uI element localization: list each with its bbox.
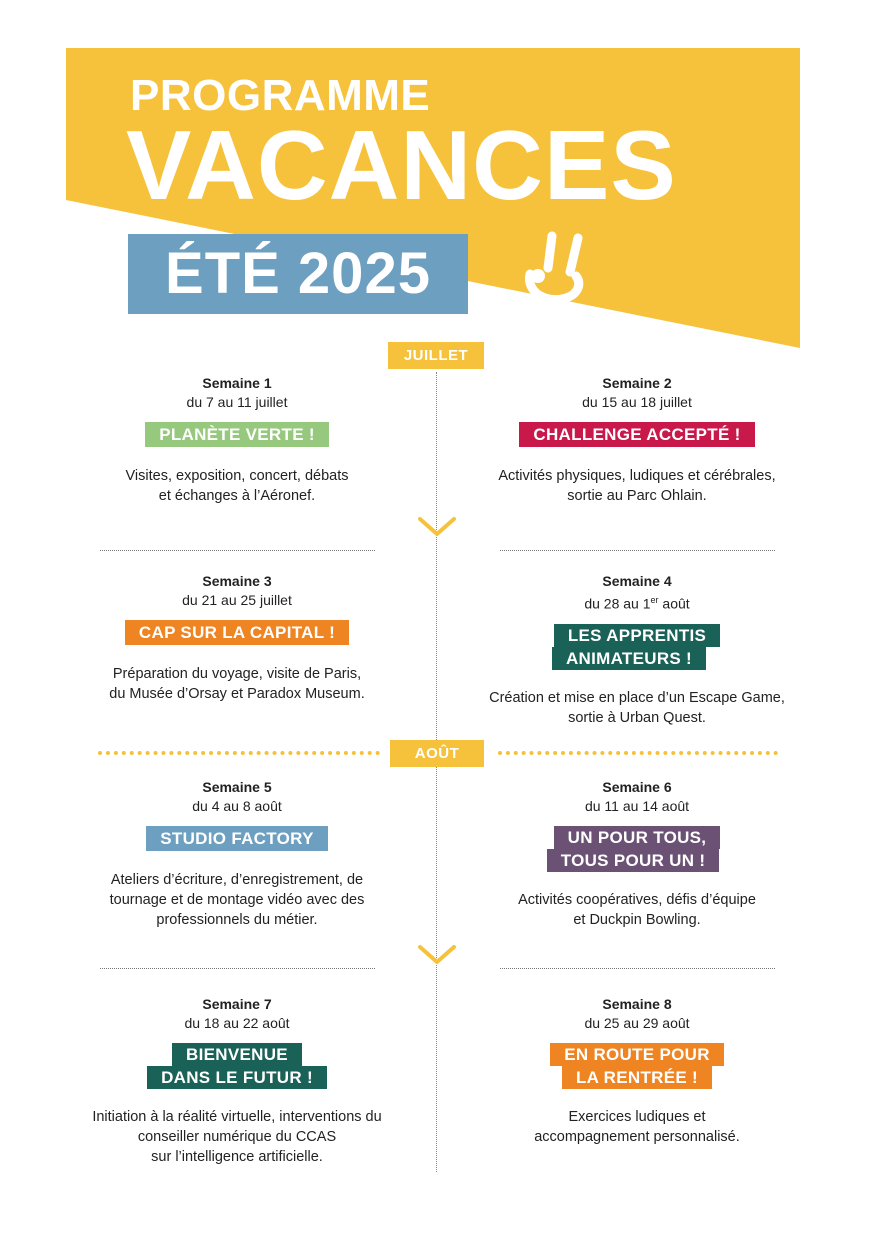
week-label: Semaine 3 — [202, 573, 272, 589]
month-tag-august: AOÛT — [390, 740, 484, 767]
week-theme-tag: ANIMATEURS ! — [552, 647, 706, 670]
week-dates: du 15 au 18 juillet — [582, 394, 692, 410]
divider — [500, 968, 775, 969]
week-description-line: tournage et de montage vidéo avec des — [109, 892, 365, 908]
week-description-line: Initiation à la réalité virtuelle, interventions du — [92, 1109, 382, 1125]
week-description-line: Activités coopératives, défis d’équipe — [518, 892, 756, 908]
week-dates-ordinal: er — [650, 595, 659, 605]
week-description-line: sur l’intelligence artificielle. — [151, 1149, 323, 1165]
week-description-line: et Duckpin Bowling. — [573, 912, 701, 928]
week-card-4 — [462, 572, 812, 728]
week-card-8 — [462, 995, 812, 1147]
divider-gold — [498, 751, 778, 755]
week-theme-tag: LES APPRENTIS — [554, 624, 720, 647]
week-card-2 — [462, 374, 812, 506]
week-dates — [462, 591, 812, 614]
month-tag-july: JUILLET — [388, 342, 484, 369]
week-theme-tag: STUDIO FACTORY — [146, 826, 327, 851]
week-dates-month: août — [658, 595, 690, 612]
chevron-down-icon — [417, 516, 457, 538]
week-label: Semaine 4 — [602, 573, 672, 589]
week-dates: du 11 au 14 août — [584, 798, 690, 814]
title-vacances: VACANCES — [126, 110, 677, 220]
week-theme-tag: CHALLENGE ACCEPTÉ ! — [519, 422, 754, 447]
week-theme-tag: TOUS POUR UN ! — [547, 849, 720, 872]
week-label: Semaine 5 — [202, 779, 272, 795]
week-description-line: Activités physiques, ludiques et cérébrales, — [498, 468, 776, 484]
week-theme-tag: EN ROUTE POUR — [550, 1043, 724, 1066]
week-label: Semaine 6 — [602, 779, 672, 795]
week-dates: du 21 au 25 juillet — [182, 592, 292, 608]
week-label: Semaine 2 — [602, 375, 672, 391]
week-description-line: et échanges à l’Aéronef. — [158, 488, 316, 504]
divider — [500, 550, 775, 551]
title-programme: PROGRAMME — [130, 71, 431, 120]
week-dates-start: du 28 au 1 — [584, 595, 651, 612]
week-card-7 — [62, 995, 412, 1167]
week-description-line: sortie à Urban Quest. — [568, 709, 706, 726]
week-dates: du 18 au 22 août — [184, 1015, 290, 1031]
week-theme-tag: BIENVENUE — [172, 1043, 302, 1066]
week-card-6 — [462, 778, 812, 930]
week-theme-tag: CAP SUR LA CAPITAL ! — [125, 620, 349, 645]
chevron-down-icon — [417, 944, 457, 966]
week-label: Semaine 8 — [602, 996, 672, 1012]
week-theme-tag: PLANÈTE VERTE ! — [145, 422, 329, 447]
week-card-3 — [62, 572, 412, 704]
week-description-line: Préparation du voyage, visite de Paris, — [112, 666, 362, 682]
week-label: Semaine 1 — [202, 375, 272, 391]
week-description-line: Visites, exposition, concert, débats — [125, 468, 349, 484]
peace-hand-icon — [516, 224, 600, 308]
week-description-line: Ateliers d’écriture, d’enregistrement, de — [110, 872, 364, 888]
week-description-line: Création et mise en place d’un Escape Game, — [489, 689, 785, 706]
week-card-5 — [62, 778, 412, 930]
week-description-line: professionnels du métier. — [156, 912, 318, 928]
week-description-line: du Musée d’Orsay et Paradox Museum. — [109, 686, 365, 702]
divider — [100, 968, 375, 969]
timeline-line — [436, 372, 437, 1172]
week-description-line: conseiller numérique du CCAS — [137, 1129, 337, 1145]
season-badge: ÉTÉ 2025 — [128, 234, 468, 314]
week-description-line: sortie au Parc Ohlain. — [567, 488, 707, 504]
week-theme-tag: UN POUR TOUS, — [554, 826, 721, 849]
week-card-1 — [62, 374, 412, 506]
divider — [100, 550, 375, 551]
week-description-line: Exercices ludiques et — [568, 1109, 706, 1125]
week-theme-tag: LA RENTRÉE ! — [562, 1066, 712, 1089]
week-dates: du 25 au 29 août — [584, 1015, 690, 1031]
divider-gold — [98, 751, 380, 755]
week-label: Semaine 7 — [202, 996, 272, 1012]
week-theme-tag: DANS LE FUTUR ! — [147, 1066, 327, 1089]
week-description-line: accompagnement personnalisé. — [534, 1129, 740, 1145]
week-dates: du 7 au 11 juillet — [186, 394, 288, 410]
week-dates: du 4 au 8 août — [192, 798, 282, 814]
